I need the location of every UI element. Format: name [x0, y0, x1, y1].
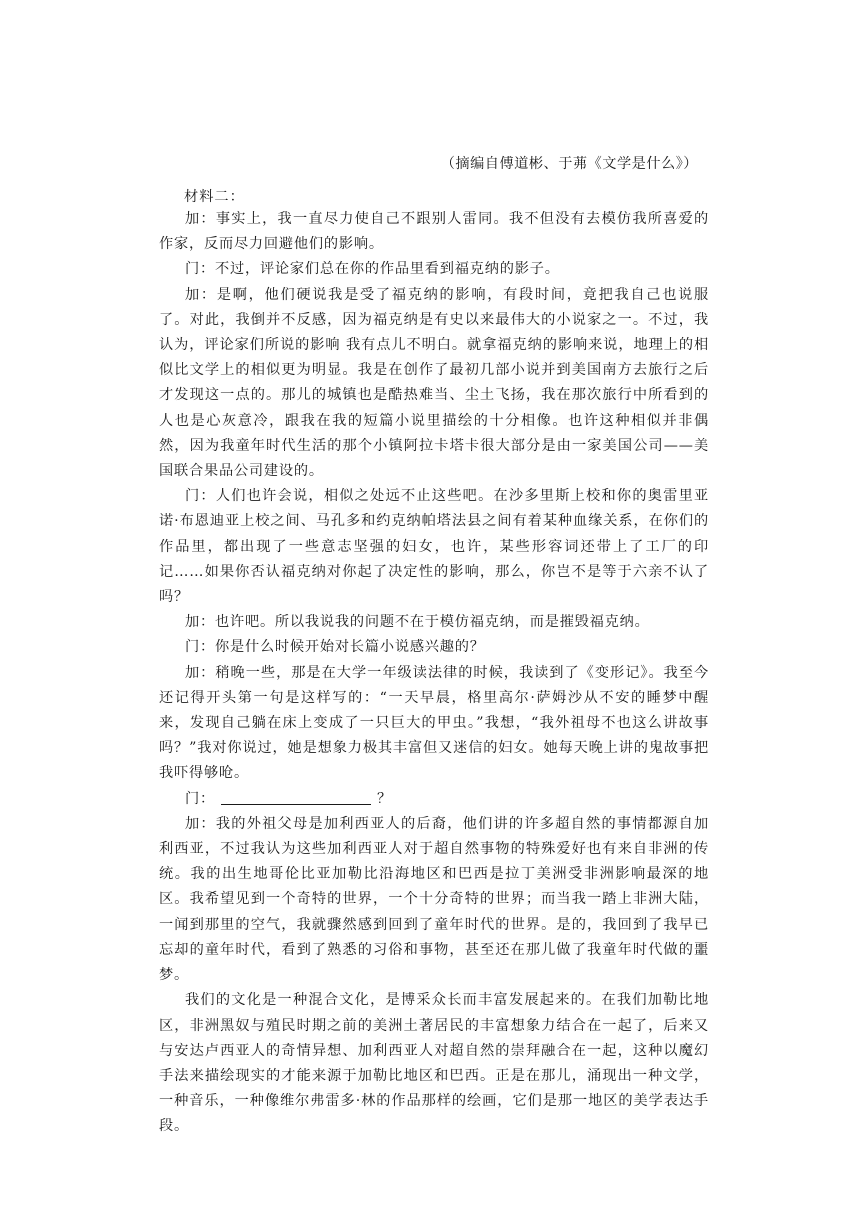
paragraph: 门：你是什么时候开始对长篇小说感兴趣的？ [185, 639, 485, 656]
paragraph: 门：不过，评论家们总在你的作品里看到福克纳的影子。 [185, 261, 560, 278]
paragraph: 加：是啊，他们硬说我是受了福克纳的影响，有段时间，竟把我自己也说服了。对此，我倒并不反感，因为福克纳是有史以来最伟大的小说家之一。不过，我认为，评论家们所说的影响 我有点儿不明白。就拿福克纳的影响来说，地理上的相似比文学上的相似更为明显。我是在创作了最初几部小说并到美国南方去旅行之后才发现这一点的。那儿的城镇也是酷热难当、尘土飞扬，我在那次旅行中所看到的人也是心灰意冷，跟我在我的短篇小说里描绘的十分相像。也许这种相似并非偶然，因为我童年时代生活的那个小镇阿拉卡塔卡很大部分是由一家美国公司——美国联合果品公司建设的。 [159, 286, 709, 480]
question-line [159, 787, 709, 812]
paragraph: 加：我的外祖父母是加利西亚人的后裔，他们讲的许多超自然的事情都源自加利西亚，不过我认为这些加利西亚人对于超自然事物的特殊爱好也有来自非洲的传统。我的出生地哥伦比亚加勒比沿海地区和巴西是拉丁美洲受非洲影响最深的地区。我希望见到一个奇特的世界，一个十分奇特的世界；而当我一踏上非洲大陆，一闻到那里的空气，我就骤然感到回到了童年时代的世界。是的，我回到了我早已忘却的童年时代，看到了熟悉的习俗和事物，甚至还在那儿做了我童年时代做的噩梦。 [159, 815, 709, 984]
paragraph: 我们的文化是一种混合文化，是博采众长而丰富发展起来的。在我们加勒比地区，非洲黑奴与殖民时期之前的美洲土著居民的丰富想象力结合在一起了，后来又与安达卢西亚人的奇情异想、加利西亚人对超自然的崇拜融合在一起，这种以魔幻手法来描绘现实的才能来源于加勒比地区和巴西。正是在那儿，涌现出一种文学，一种音乐，一种像维尔弗雷多·林的作品那样的绘画，它们是那一地区的美学表达手段。 [159, 992, 709, 1135]
section-heading: 材料二： [184, 189, 245, 205]
paragraph: 加：稍晚一些，那是在大学一年级读法律的时候，我读到了《变形记》。我至今还记得开头第一句是这样写的：“一天早晨，格里高尔·萨姆沙从不安的睡梦中醒来，发现自己躺在床上变成了一只巨大的甲虫。”我想，“我外祖母不也这么讲故事吗？”我对你说过，她是想象力极其丰富但又迷信的妇女。她每天晚上讲的鬼故事把我吓得够呛。 [159, 664, 709, 782]
paragraph: 门：人们也许会说，相似之处远不止这些吧。在沙多里斯上校和你的奥雷里亚诺·布恩迪亚上校之间、马孔多和约克纳帕塔法县之间有着某种血缘关系，在你们的作品里，都出现了一些意志坚强的妇女，也许，某些形容词还带上了工厂的印记……如果你否认福克纳对你起了决定性的影响，那么，你岂不是等于六亲不认了吗？ [159, 488, 709, 606]
question-prefix: 门： [185, 790, 215, 807]
question-suffix: ？ [376, 790, 392, 807]
fill-in-blank [221, 790, 371, 805]
paragraph: 加：也许吧。所以我说我的问题不在于模仿福克纳，而是摧毁福克纳。 [185, 614, 650, 631]
paragraph: 加：事实上，我一直尽力使自己不跟别人雷同。我不但没有去模仿我所喜爱的作家，反而尽力回避他们的影响。 [159, 211, 709, 253]
body-text [159, 207, 709, 1140]
source-citation: （摘编自傅道彬、于茀《文学是什么》） [440, 156, 698, 172]
